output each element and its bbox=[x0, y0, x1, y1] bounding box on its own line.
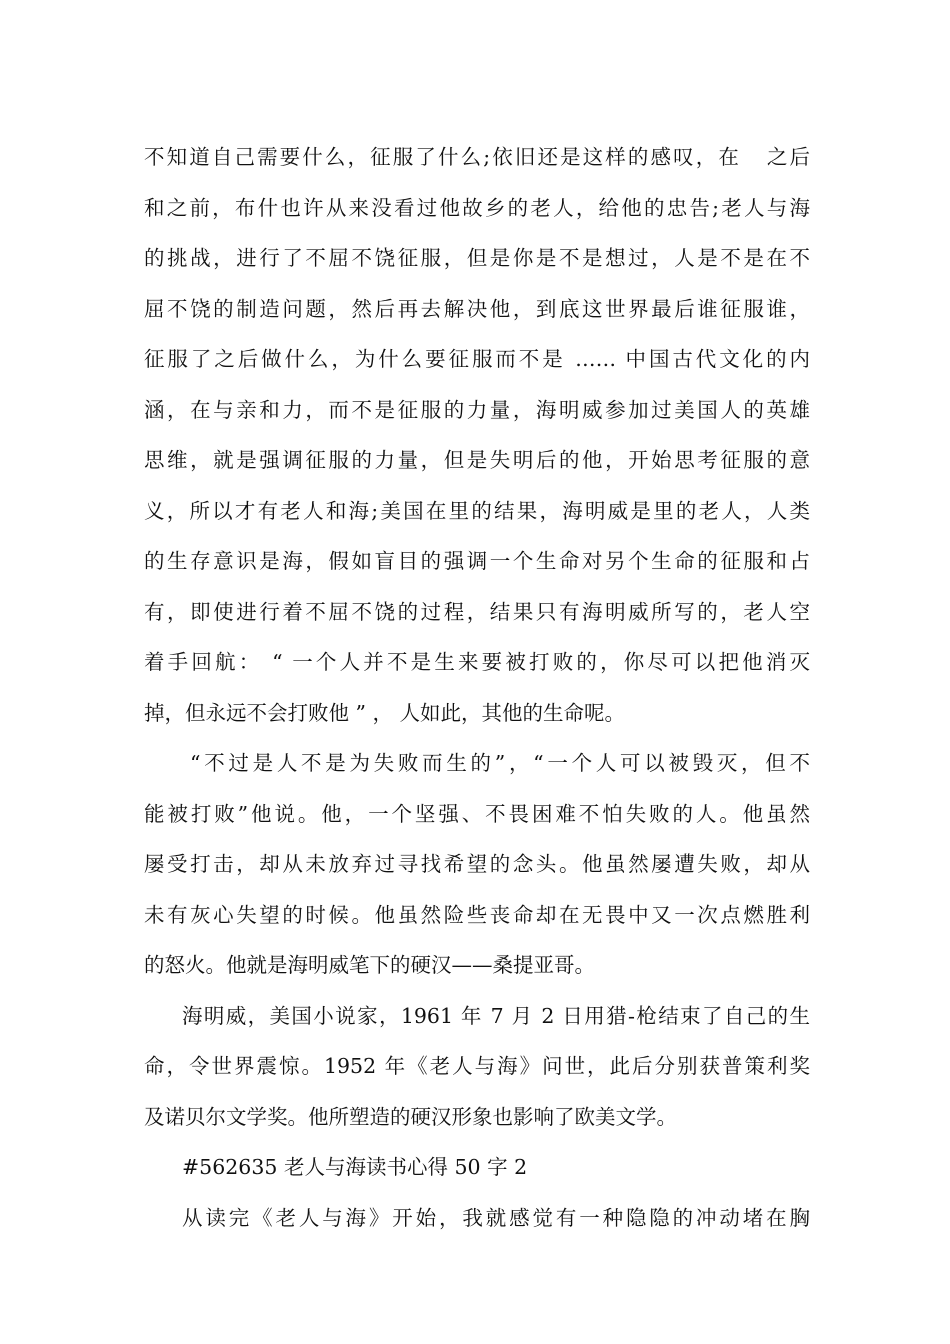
text-line: 的生存意识是海，假如盲目的强调一个生命对另个生命的征服和占 bbox=[144, 549, 810, 573]
text-line: 思维，就是强调征服的力量，但是失明后的他，开始思考征服的意 bbox=[144, 448, 810, 472]
paragraph-1 bbox=[144, 132, 810, 738]
text-line: 海明威，美国小说家，1961 年 7 月 2 日用猎-枪结束了自己的生 bbox=[182, 1003, 810, 1028]
text-line: 及诺贝尔文学奖。他所塑造的硬汉形象也影响了欧美文学。 bbox=[144, 1104, 677, 1129]
section-heading bbox=[144, 1142, 810, 1193]
document-body bbox=[144, 132, 810, 1243]
text-line: 涵，在与亲和力，而不是征服的力量，海明威参加过美国人的英雄 bbox=[144, 397, 810, 422]
paragraph-4 bbox=[144, 1193, 810, 1244]
text-line: 能被打败”他说。他，一个坚强、不畏困难不怕失败的人。他虽然 bbox=[144, 801, 810, 826]
text-line: 从读完《老人与海》开始，我就感觉有一种隐隐的冲动堵在胸 bbox=[182, 1205, 810, 1230]
heading-text: #562635 老人与海读书心得 50 字 2 bbox=[182, 1155, 528, 1179]
text-line: 掉，但永远不会打败他 ” ， 人如此，其他的生命呢。 bbox=[144, 700, 626, 725]
paragraph-2 bbox=[144, 738, 810, 991]
text-line: 有，即使进行着不屈不饶的过程，结果只有海明威所写的，老人空 bbox=[144, 599, 810, 624]
text-line: 的怒火。他就是海明威笔下的硬汉——桑提亚哥。 bbox=[144, 953, 595, 977]
text-line: 未有灰心失望的时候。他虽然险些丧命却在无畏中又一次点燃胜利 bbox=[144, 902, 810, 927]
text-line: 命，令世界震惊。1952 年《老人与海》问世，此后分别获普策利奖 bbox=[144, 1054, 810, 1078]
text-line: 征服了之后做什么，为什么要征服而不是 …… 中国古代文化的内 bbox=[144, 347, 810, 371]
text-line: 屈不饶的制造问题，然后再去解决他，到底这世界最后谁征服谁， bbox=[144, 296, 810, 321]
text-line: 不知道自己需要什么，征服了什么;依旧还是这样的感叹，在 之后 bbox=[144, 145, 810, 169]
text-line: 和之前，布什也许从来没看过他故乡的老人，给他的忠告;老人与海 bbox=[144, 195, 810, 220]
text-line: 屡受打击，却从未放弃过寻找希望的念头。他虽然屡遭失败，却从 bbox=[144, 852, 810, 876]
text-line: 的挑战，进行了不屈不饶征服，但是你是不是想过，人是不是在不 bbox=[144, 246, 810, 270]
text-line: 着手回航： “ 一个人并不是生来要被打败的，你尽可以把他消灭 bbox=[144, 650, 810, 674]
text-line: “不过是人不是为失败而生的”，“一个人可以被毁灭，但不 bbox=[190, 751, 810, 775]
text-line: 义，所以才有老人和海;美国在里的结果，海明威是里的老人，人类 bbox=[144, 498, 810, 523]
paragraph-3 bbox=[144, 991, 810, 1143]
